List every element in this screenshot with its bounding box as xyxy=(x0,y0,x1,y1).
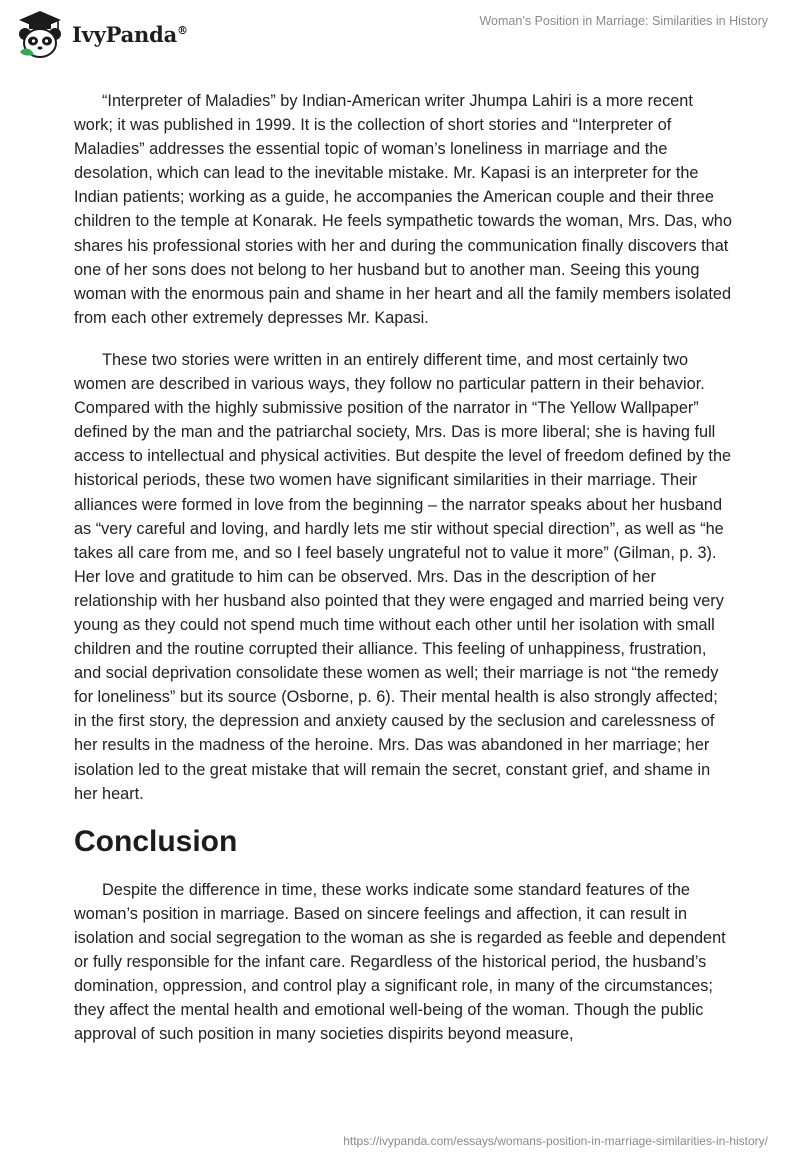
essay-content xyxy=(74,89,734,1046)
paragraph-interpreter-of-maladies: “Interpreter of Maladies” by Indian-American writer Jhumpa Lahiri is a more recent work; it was published in 1999. It is the collection of short stories and “Interpreter of Maladies” addresses the essential topic of woman’s loneliness in marriage and the desolation, which can lead to the inevitable mistake. Mr. Kapasi is an interpreter for the Indian patients; working as a guide, he accompanies the American couple and their three children to the temple at Konarak. He feels sympathetic towards the woman, Mrs. Das, who shares his professional stories with her and during the communication finally discovers that one of her sons does not belong to her husband but to another man. Seeing this young woman with the enormous pain and shame in her heart and all the family members isolated from each other extremely depresses Mr. Kapasi. xyxy=(74,92,732,327)
paragraph-conclusion: Despite the difference in time, these works indicate some standard features of the woman’s position in marriage. Based on sincere feelings and affection, it can result in isolation and social segregation to the woman as she is regarded as feeble and dependent or fully responsible for the infant care. Regardless of the historical period, the husband’s domination, oppression, and control play a significant role, in many of the circumstances; they affect the mental health and emotional well-being of the woman. Though the public approval of such position in many societies dispirits beyond measure, xyxy=(74,880,726,1044)
page-header xyxy=(0,0,800,70)
conclusion-heading: Conclusion xyxy=(74,824,238,858)
paragraph-comparison: These two stories were written in an entirely different time, and most certainly two women are described in various ways, they follow no particular pattern in their behavior. Compared with the highly submissive position of the narrator in “The Yellow Wallpaper” defined by the man and the patriarchal society, Mrs. Das is more liberal; she is having full access to intellectual and physical activities. But despite the level of freedom defined by the historical periods, these two women have significant similarities in their marriage. Their alliances were formed in love from the beginning – the narrator speaks about her husband as “very careful and loving, and hardly lets me stir without special direction”, as well as “he takes all care from me, and so I feel basely ungrateful not to value it more” (Gilman, p. 3). Her love and gratitude to him can be observed. Mrs. Das in the description of her relationship with her husband also pointed that they were engaged and married being very young as they could not spend much time without each other until her isolation with small children and the routine corrupted their alliance. This feeling of unhappiness, frustration, and social deprivation consolidate these women as well; their marriage is not “the remedy for loneliness” but its source (Osborne, p. 6). Their mental health is also strongly affected; in the first story, the depression and anxiety caused by the seclusion and carelessness of her results in the madness of the heroine. Mrs. Das was abandoned in her marriage; her isolation led to the great mistake that will remain the secret, constant grief, and shame in her heart. xyxy=(74,350,732,803)
document-title: Woman’s Position in Marriage: Similarities in History xyxy=(479,14,768,28)
brand-name: IvyPanda® xyxy=(72,21,188,47)
brand-logo[interactable] xyxy=(14,8,188,60)
panda-graduate-icon xyxy=(14,8,66,60)
source-url[interactable]: https://ivypanda.com/essays/womans-position-in-marriage-similarities-in-history/ xyxy=(343,1134,768,1148)
